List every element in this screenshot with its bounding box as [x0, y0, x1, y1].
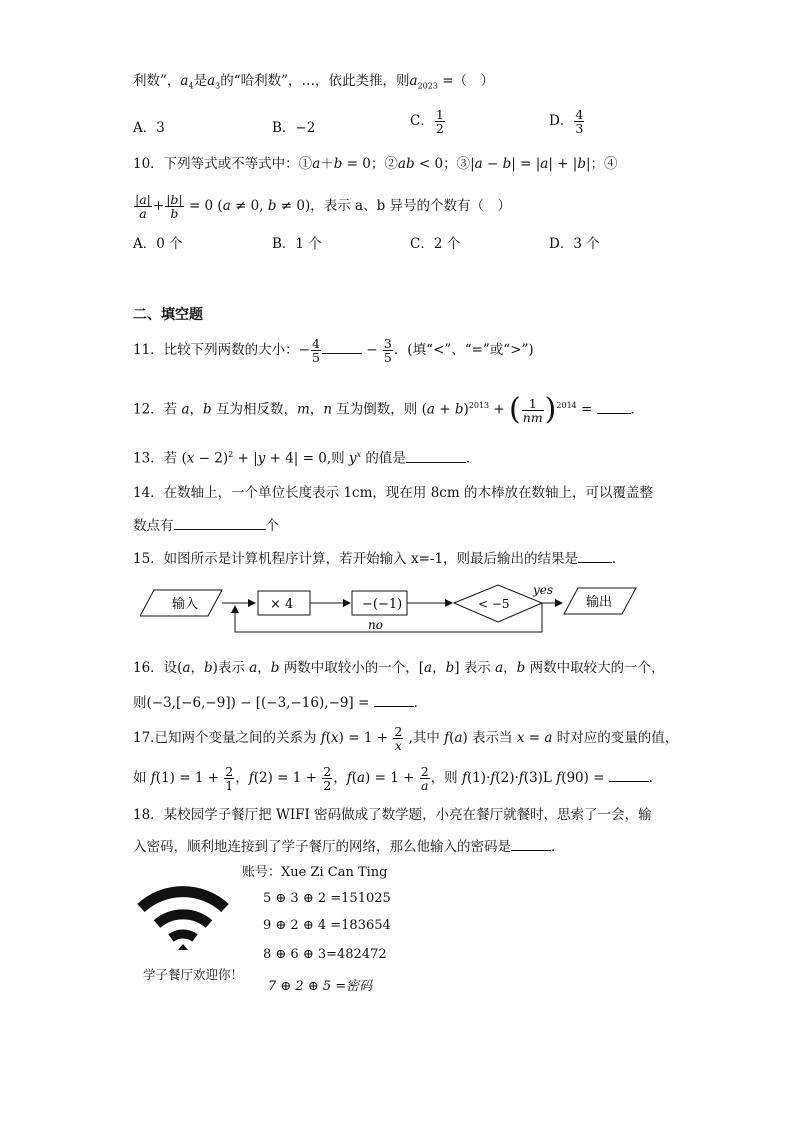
- q10-option-a[interactable]: A．0 个: [133, 236, 183, 252]
- wifi-account: 账号：Xue Zi Can Ting: [242, 865, 388, 880]
- q10-line1: 10．下列等式或不等式中：①a＋b = 0；②ab < 0；③|a − b| = |a| + |b|；④: [133, 156, 618, 172]
- wifi-eq-3: 8 ⊕ 6 ⊕ 3=482472: [263, 947, 387, 962]
- wifi-eq-2: 9 ⊕ 2 ⊕ 4 =183654: [263, 918, 391, 933]
- q12: 12．若 a，b 互为相反数，m，n 互为倒数，则 $(a + b)^{2013}$ + ( $\frac{1}{nm}$ )$^{2014}$ = ．: [133, 392, 645, 427]
- q10-option-c[interactable]: C．2 个: [410, 236, 461, 252]
- q16-line2: 则(−3,[−6,−9]) − [(−3,−16),−9] = ．: [133, 692, 427, 712]
- q9-option-d[interactable]: D． $\frac{4}{3}$: [549, 107, 584, 136]
- q13: 13．若 $(x - 2)^2 + |y + 4| = 0$,则 $y^x$ 的值是 ．: [133, 446, 479, 468]
- wifi-icon: [133, 872, 233, 962]
- q11: 11．比较下列两数的大小：− $\frac{4}{5}$ − $\frac{3}{5}$ ．(填“<”、“=”或“>”): [133, 336, 534, 365]
- q10-option-d[interactable]: D．3 个: [549, 236, 600, 252]
- wifi-eq-4: 7 ⊕ 2 ⊕ 5 =密码: [268, 979, 373, 994]
- flowchart: [140, 578, 650, 638]
- flow-cond: < −5: [478, 597, 510, 611]
- q16-line1: 16．设(a，b)表示 a，b 两数中取较小的一个，[a，b] 表示 a，b 两数中取较大的一个，: [133, 660, 665, 676]
- section-title: 二、填空题: [133, 307, 203, 323]
- q10-option-b[interactable]: B．1 个: [272, 236, 322, 252]
- q18-line1: 18．某校园学子餐厅把 WIFI 密码做成了数学题，小亮在餐厅就餐时，思索了一会，输: [133, 807, 652, 823]
- wifi-eq-1: 5 ⊕ 3 ⊕ 2 =151025: [263, 891, 391, 906]
- flow-yes: yes: [533, 583, 554, 597]
- q17-line2: 如 f(1) = 1 + $\frac{2}{1}$ ，f(2) = 1 + $\frac{2}{2}$ ，f(a) = 1 + $\frac{2}{a}$ ，则 f(1)·f(2)·f(3)L f(90) = ．: [133, 764, 663, 793]
- q15-text: 15．如图所示是计算机程序计算，若开始输入 x=-1，则最后输出的结果是 ．: [133, 548, 626, 568]
- q9-option-b[interactable]: B．−2: [272, 120, 316, 136]
- flow-input: 输入: [172, 597, 199, 612]
- flow-output: 输出: [586, 595, 613, 610]
- flow-op2: −(−1): [362, 597, 403, 612]
- q17-line1: 17.已知两个变量之间的关系为 f(x) = 1 + $\frac{2}{x}$ ,其中 f(a) 表示当 x = a 时对应的变量的值，: [133, 724, 679, 753]
- flow-op1: × 4: [270, 597, 294, 612]
- wifi-welcome: 学子餐厅欢迎你！: [143, 967, 244, 982]
- q14-line2: 数点有 个: [133, 515, 279, 535]
- flow-no: no: [368, 618, 383, 632]
- q18-line2: 入密码，顺利地连接到了学子餐厅的网络，那么他输入的密码是 ．: [133, 836, 565, 856]
- q9-option-a[interactable]: A．3: [133, 120, 165, 136]
- q9-option-c[interactable]: C． $\frac{1}{2}$: [410, 107, 444, 136]
- q9-line1: 利数”，$a_4$是$a_3$的“哈利数”，…，依此类推，则$a_{2023}$ =（ ）: [133, 73, 495, 91]
- q10-line2: $\frac{|a|}{a}$ + $\frac{|b|}{b}$ = 0 (a ≠ 0, b ≠ 0)，表示 a、b 异号的个数有（ ）: [135, 192, 512, 221]
- q14-line1: 14．在数轴上，一个单位长度表示 1cm，现在用 8cm 的木棒放在数轴上，可以覆盖整: [133, 485, 653, 501]
